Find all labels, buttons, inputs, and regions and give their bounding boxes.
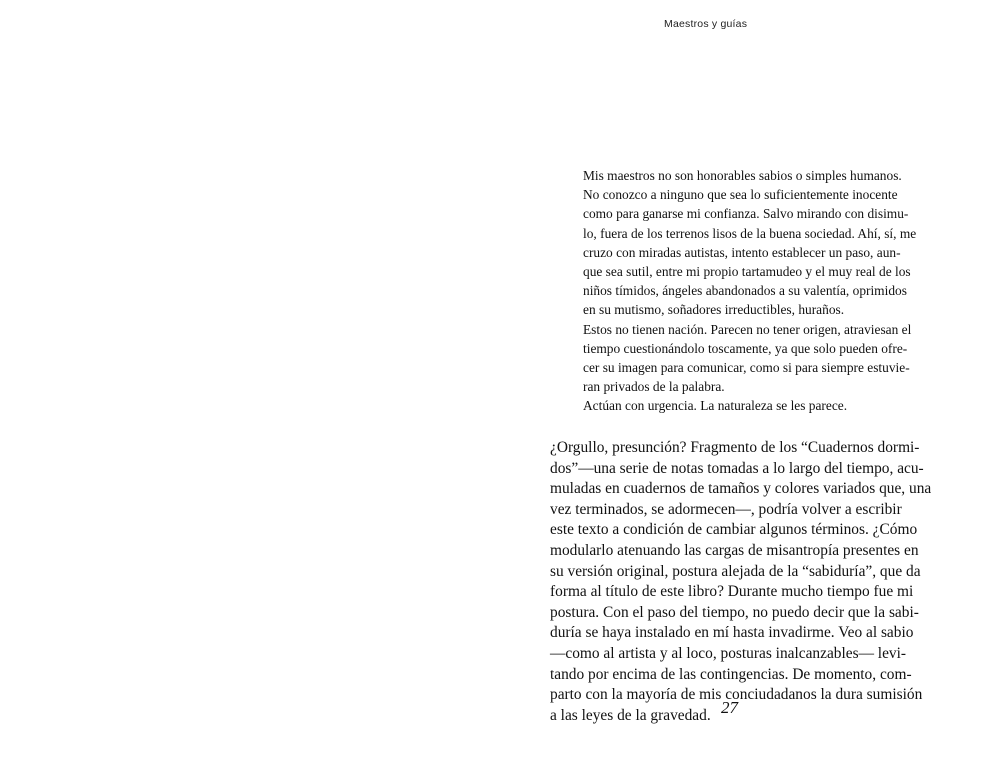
quote-line: lo, fuera de los terrenos lisos de la buena sociedad. Ahí, sí, me — [583, 225, 917, 241]
body-line: modularlo atenuando las cargas de misantropía presentes en — [550, 541, 919, 559]
body-paragraph — [550, 438, 932, 726]
quote-line: ran privados de la palabra. — [583, 379, 725, 395]
body-line: —como al artista y al loco, posturas inalcanzables— levi- — [550, 644, 907, 662]
quote-line: cruzo con miradas autistas, intento establecer un paso, aun- — [583, 244, 901, 260]
body-line: a las leyes de la gravedad. — [550, 706, 711, 724]
body-line: tando por encima de las contingencias. De momento, com- — [550, 665, 912, 683]
quote-line: Estos no tienen nación. Parecen no tener origen, atraviesan el — [583, 321, 912, 337]
body-line: muladas en cuadernos de tamaños y colores variados que, una — [550, 480, 932, 498]
body-line: postura. Con el paso del tiempo, no puedo decir que la sabi- — [550, 603, 919, 621]
quote-line: que sea sutil, entre mi propio tartamudeo y el muy real de los — [583, 263, 911, 279]
quote-line: niños tímidos, ángeles abandonados a su valentía, oprimidos — [583, 283, 907, 299]
body-line: parto con la mayoría de mis conciudadanos la dura sumisión — [550, 686, 923, 704]
body-line: duría se haya instalado en mí hasta invadirme. Veo al sabio — [550, 624, 914, 642]
body-line: este texto a condición de cambiar algunos términos. ¿Cómo — [550, 521, 918, 539]
quote-line: en su mutismo, soñadores irreductibles, huraños. — [583, 302, 845, 318]
quote-line: como para ganarse mi confianza. Salvo mirando con disimu- — [583, 206, 909, 222]
quote-line: Actúan con urgencia. La naturaleza se les parece. — [583, 398, 848, 414]
body-line: vez terminados, se adormecen—, podría volver a escribir — [550, 500, 902, 518]
quote-line: tiempo cuestionándolo toscamente, ya que solo pueden ofre- — [583, 340, 908, 356]
body-line: dos”—una serie de notas tomadas a lo largo del tiempo, acu- — [550, 459, 924, 477]
body-line: su versión original, postura alejada de la “sabiduría”, que da — [550, 562, 921, 580]
body-line: ¿Orgullo, presunción? Fragmento de los “Cuadernos dormi- — [550, 439, 920, 456]
block-quote — [583, 166, 917, 415]
page-number: 27 — [721, 698, 738, 717]
running-title: Maestros y guías — [664, 18, 748, 30]
quote-line: No conozco a ninguno que sea lo suficientemente inocente — [583, 187, 898, 203]
quote-line: Mis maestros no son honorables sabios o simples humanos. — [583, 168, 902, 183]
quote-line: cer su imagen para comunicar, como si para siempre estuvie- — [583, 359, 910, 375]
body-line: forma al título de este libro? Durante mucho tiempo fue mi — [550, 583, 914, 601]
